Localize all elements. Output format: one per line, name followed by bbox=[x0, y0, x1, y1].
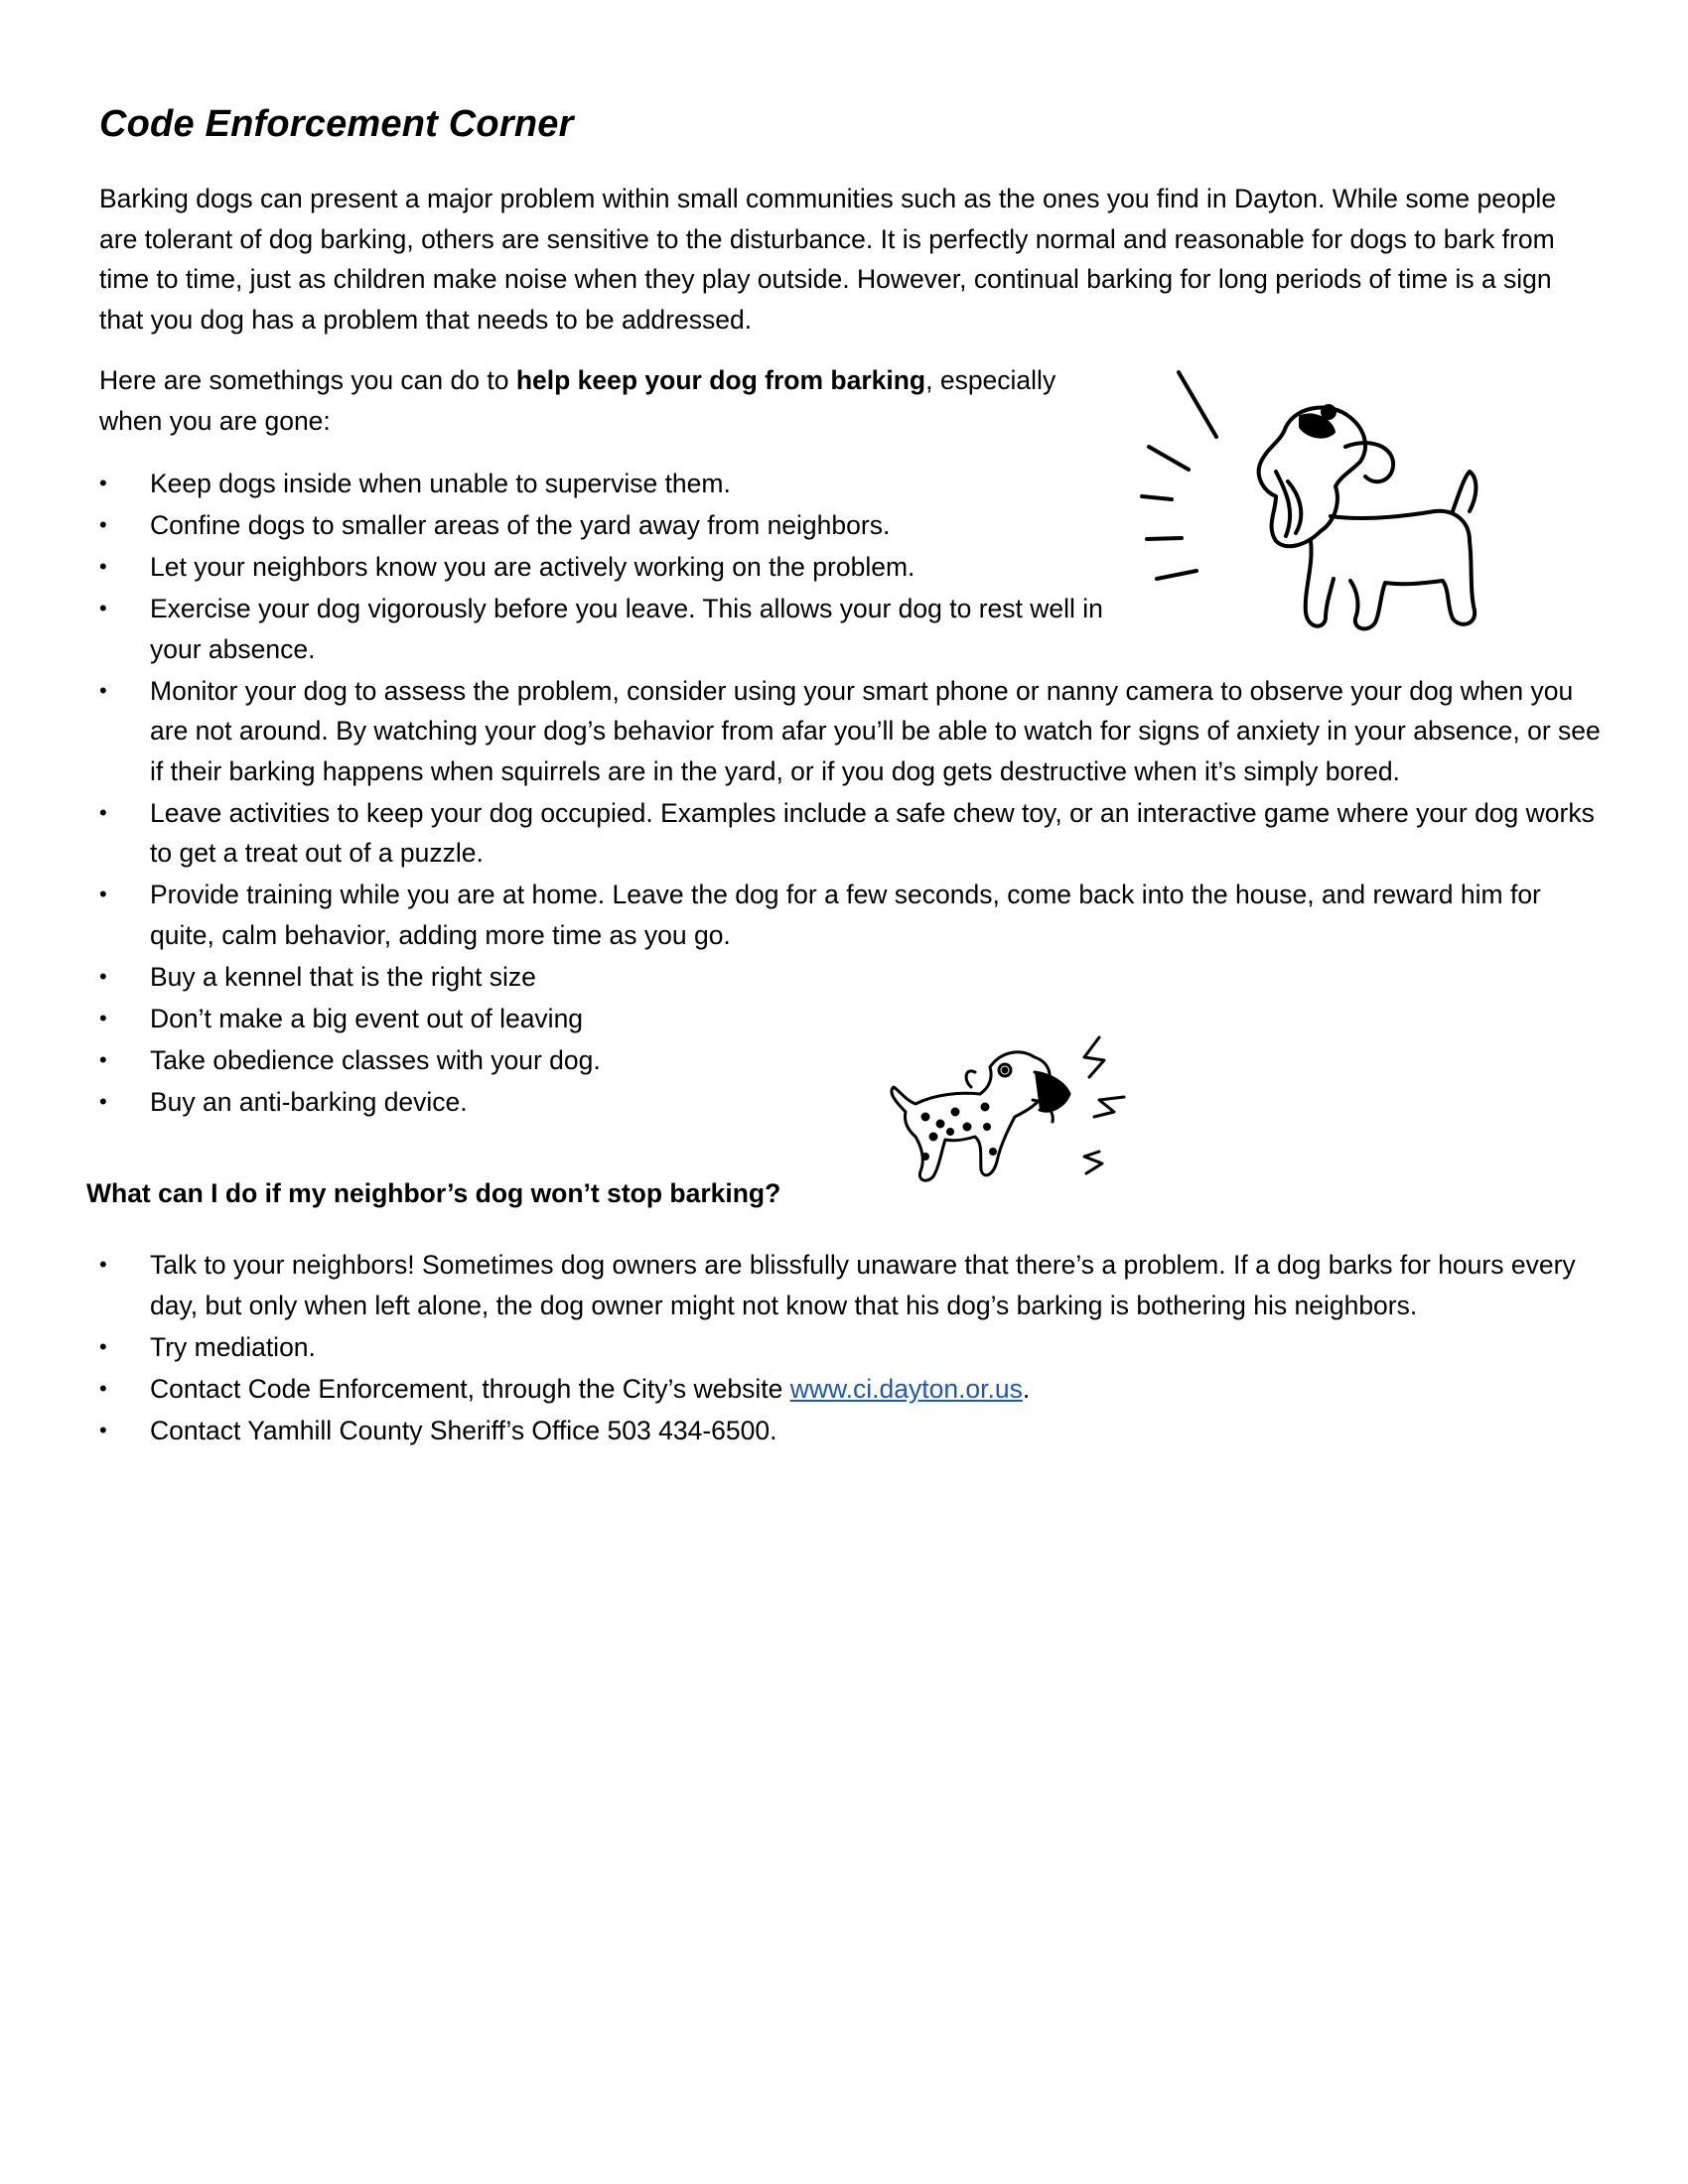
list-item-text: Keep dogs inside when unable to supervise them. bbox=[150, 469, 731, 498]
list-item-text: Provide training while you are at home. Leave the dog for a few seconds, come back into the house, and reward him for quite, calm behavior, adding more time as you go. bbox=[150, 880, 1541, 950]
list-item-text: Leave activities to keep your dog occupied. Examples include a safe chew toy, or an interactive game where your dog works to get a treat out of a puzzle. bbox=[150, 797, 1595, 868]
list-item bbox=[99, 1082, 1609, 1123]
list-item bbox=[99, 1327, 1609, 1368]
list-item bbox=[99, 547, 1609, 588]
spotted-barking-dog-icon bbox=[876, 1032, 1174, 1206]
list-item-text: Confine dogs to smaller areas of the yard away from neighbors. bbox=[150, 510, 891, 540]
list-item-text: Monitor your dog to assess the problem, consider using your smart phone or nanny camera to observe your dog when you are not around. By watching your dog’s behavior from afar you’ll be able to watch for signs of anxiety in your absence, or see if their barking happens when squirrels are in the yard, or if you dog gets destructive when it’s simply bored. bbox=[150, 675, 1601, 786]
bark-line bbox=[1084, 1152, 1102, 1173]
list-item bbox=[99, 1411, 1609, 1451]
list-item-text: Let your neighbors know you are actively working on the problem. bbox=[150, 552, 915, 582]
bark-line bbox=[1094, 1097, 1124, 1117]
bullet-icon: • bbox=[99, 554, 107, 579]
list-item bbox=[99, 793, 1609, 874]
list-item-text: Contact Code Enforcement, through the City’s website bbox=[150, 1373, 790, 1404]
list-item-text: Talk to your neighbors! Sometimes dog owners are blissfully unaware that there’s a problem. If a dog barks for hours every day, but only when left alone, the dog owner might not know that his dog’s barking is bothering his neighbors. bbox=[150, 1250, 1576, 1320]
city-website-link[interactable]: www.ci.dayton.or.us bbox=[789, 1373, 1023, 1404]
neighbor-tips-list bbox=[99, 1245, 1609, 1452]
bullet-icon: • bbox=[99, 1252, 107, 1277]
list-item-text: Don’t make a big event out of leaving bbox=[150, 1003, 584, 1033]
list-item-text-end: . bbox=[1022, 1373, 1031, 1404]
bullet-icon: • bbox=[99, 1375, 107, 1401]
bullet-icon: • bbox=[99, 1417, 107, 1442]
lead-text-after: , especially when you are gone: bbox=[99, 365, 1056, 436]
list-item bbox=[99, 957, 1609, 998]
list-item bbox=[99, 1369, 1609, 1410]
list-item-text: Take obedience classes with your dog. bbox=[150, 1044, 601, 1075]
lead-bold-text: help keep your dog from barking bbox=[515, 365, 926, 395]
tips-list bbox=[99, 464, 1609, 1124]
list-item bbox=[99, 671, 1609, 792]
bullet-icon: • bbox=[99, 799, 107, 825]
list-item-text: Try mediation. bbox=[150, 1331, 316, 1362]
bullet-icon: • bbox=[99, 596, 107, 620]
bullet-icon: • bbox=[99, 677, 107, 703]
bark-line bbox=[1179, 372, 1216, 437]
dog-mouth bbox=[1035, 1072, 1069, 1111]
list-item bbox=[99, 1040, 1609, 1081]
tips-lead-paragraph bbox=[99, 360, 1092, 441]
bullet-icon: • bbox=[99, 1046, 107, 1072]
list-item bbox=[99, 999, 1609, 1039]
bark-line bbox=[1084, 1037, 1104, 1077]
bullet-icon: • bbox=[99, 512, 107, 537]
bullet-icon: • bbox=[99, 471, 107, 495]
bullet-icon: • bbox=[99, 882, 107, 906]
list-item bbox=[99, 875, 1609, 955]
bullet-icon: • bbox=[99, 1005, 107, 1030]
list-item-text: Contact Yamhill County Sheriff’s Office 503 434-6500. bbox=[150, 1415, 777, 1445]
list-item-text: Buy a kennel that is the right size bbox=[150, 961, 536, 992]
list-item bbox=[99, 464, 1609, 504]
bullet-icon: • bbox=[99, 1333, 107, 1359]
bullet-icon: • bbox=[99, 963, 107, 989]
bullet-icon: • bbox=[99, 1088, 107, 1114]
list-item-text: Exercise your dog vigorously before you leave. This allows your dog to rest well in your absence. bbox=[150, 594, 1103, 664]
neighbor-section-heading: What can I do if my neighbor’s dog won’t stop barking? bbox=[86, 1178, 781, 1208]
page-title: Code Enforcement Corner bbox=[99, 103, 574, 145]
list-item-text: Buy an anti-barking device. bbox=[150, 1086, 468, 1117]
intro-paragraph: Barking dogs can present a major problem within small communities such as the ones you find in Dayton. While some people are tolerant of dog barking, others are sensitive to the disturbance. It is perfectly normal and reasonable for dogs to bark from time to time, just as children make noise when they play outside. However, continual barking for long periods of time is a sign that you dog has a problem that needs to be addressed. bbox=[99, 184, 1557, 335]
dog-ear bbox=[966, 1071, 975, 1087]
lead-text-before: Here are somethings you can do to bbox=[99, 365, 516, 395]
list-item bbox=[99, 589, 1153, 669]
list-item bbox=[99, 1245, 1609, 1325]
list-item bbox=[99, 505, 1609, 546]
